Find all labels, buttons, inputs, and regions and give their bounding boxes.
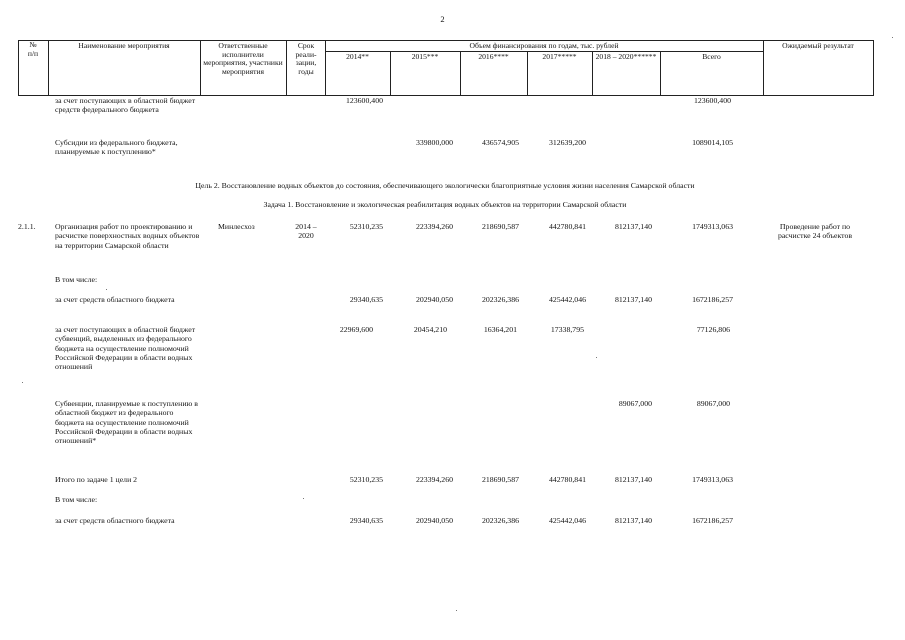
cell-expected-result: Проведение работ по расчистке 24 объектов	[777, 222, 853, 241]
row-name: за счет средств областного бюджета	[55, 295, 175, 304]
goal-heading: Цель 2. Восстановление водных объектов до состояния, обеспечивающего экологически благоприятные условия жизни населения Самарской области	[195, 181, 695, 190]
header-2018-2020: 2018 – 2020******	[595, 52, 657, 61]
cell-2016: 202326,386	[481, 295, 519, 304]
cell-2016: 202326,386	[481, 516, 519, 525]
cell-2018-2020: 89067,000	[618, 399, 652, 408]
row-name: за счет поступающих в областной бюджет субвенций, выделенных из федерального бюджета на осуществление полномочий Российской Федерации в области водных отношений	[55, 325, 196, 372]
scan-speck	[303, 498, 304, 499]
cell-2017: 17338,795	[550, 325, 584, 334]
row-name: Итого по задаче 1 цели 2	[55, 475, 138, 484]
row-name: Субвенции, планируемые к поступлению в областной бюджет из федерального бюджета на осуществление полномочий Российской Федерации в области водных отношений*	[55, 399, 198, 446]
cell-2014: 29340,635	[349, 295, 383, 304]
header-num	[18, 41, 48, 58]
page-number: 2	[440, 14, 445, 24]
header-2016: 2016****	[478, 52, 509, 61]
cell-2014: 52310,235	[349, 222, 383, 231]
cell-2014: 52310,235	[349, 475, 383, 484]
header-responsible: Ответственные исполнители мероприятия, участники мероприятия	[203, 41, 283, 77]
cell-2016: 16364,201	[483, 325, 517, 334]
cell-2018-2020: 812137,140	[614, 222, 652, 231]
cell-2014: 29340,635	[349, 516, 383, 525]
row-name: за счет поступающих в областной бюджет средств федерального бюджета	[55, 96, 196, 115]
cell-2017: 442780,841	[548, 222, 586, 231]
cell-2015: 20454,210	[413, 325, 447, 334]
cell-total: 1672186,257	[692, 516, 733, 525]
header-2014: 2014**	[346, 52, 369, 61]
cell-2018-2020: 812137,140	[614, 295, 652, 304]
row-name: Субсидии из федерального бюджета, планируемые к поступлению*	[55, 138, 178, 157]
cell-responsible: Минлесхоз	[218, 222, 255, 231]
col-divider	[286, 40, 287, 96]
header-2015: 2015***	[411, 52, 439, 61]
cell-2017: 425442,046	[548, 516, 586, 525]
cell-2015: 223394,260	[415, 222, 453, 231]
col-divider	[200, 40, 201, 96]
cell-2018-2020: 812137,140	[614, 475, 652, 484]
cell-2015: 339800,000	[415, 138, 453, 147]
cell-2016: 218690,587	[481, 475, 519, 484]
cell-2014: 123600,400	[345, 96, 383, 105]
cell-2017: 312639,200	[548, 138, 586, 147]
scan-speck	[22, 382, 23, 383]
cell-total: 77126,806	[696, 325, 730, 334]
col-divider	[592, 51, 593, 96]
cell-total: 1749313,063	[692, 222, 733, 231]
cell-total: 1089014,105	[692, 138, 733, 147]
cell-total: 1672186,257	[692, 295, 733, 304]
cell-total: 123600,400	[693, 96, 731, 105]
cell-2018-2020: 812137,140	[614, 516, 652, 525]
cell-term: 2014 – 2020	[295, 222, 317, 241]
header-right-border	[873, 40, 874, 96]
cell-2015: 223394,260	[415, 475, 453, 484]
cell-total: 1749313,063	[692, 475, 733, 484]
cell-2015: 202940,050	[415, 295, 453, 304]
row-number: 2.1.1.	[18, 222, 36, 231]
header-result: Ожидаемый результат	[782, 41, 854, 50]
cell-2015: 202940,050	[415, 516, 453, 525]
scan-speck	[106, 289, 107, 290]
row-name: за счет средств областного бюджета	[55, 516, 175, 525]
header-term: Срок реали-зации, годы	[295, 41, 317, 77]
task-heading: Задача 1. Восстановление и экологическая реабилитация водных объектов на территории Самарской области	[263, 200, 627, 209]
scan-speck	[456, 610, 457, 611]
cell-2017: 442780,841	[548, 475, 586, 484]
cell-2014: 22969,600	[339, 325, 373, 334]
header-num-symbol: №	[29, 40, 37, 49]
scan-speck	[596, 357, 597, 358]
cell-2017: 425442,046	[548, 295, 586, 304]
cell-2016: 218690,587	[481, 222, 519, 231]
header-total: Всего	[702, 52, 721, 61]
header-name: Наименование мероприятия	[78, 41, 170, 50]
row-name: В том числе:	[55, 275, 98, 284]
row-name: Организация работ по проектированию и расчистке поверхностных водных объектов на территории Самарской области	[55, 222, 200, 250]
header-num-label: п/п	[27, 48, 39, 58]
scan-speck	[892, 37, 893, 38]
header-2017: 2017*****	[542, 52, 577, 61]
header-funding: Объем финансирования по годам, тыс. рублей	[469, 41, 619, 50]
cell-total: 89067,000	[696, 399, 730, 408]
cell-2016: 436574,905	[481, 138, 519, 147]
row-name: В том числе:	[55, 495, 98, 504]
